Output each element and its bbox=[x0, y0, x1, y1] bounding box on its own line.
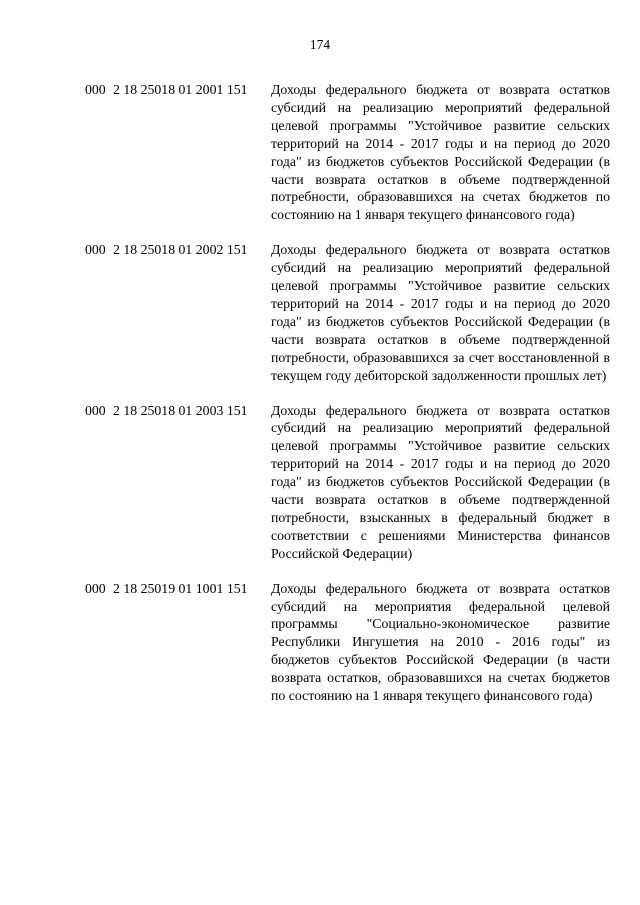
admin-code: 000 bbox=[85, 402, 106, 418]
income-code: 2 18 25019 01 1001 151 bbox=[113, 580, 248, 596]
admin-code: 000 bbox=[85, 580, 106, 596]
income-description: Доходы федерального бюджета от возврата остатков субсидий на реализацию мероприятий федеральной целевой программы "Устойчивое развитие сельских территорий на 2014 - 2017 годы и на период до 2020 года" из бюджетов субъектов Российской Федерации (в части возврата остатков в объеме подтвержденной потребности, образовавшихся за счет восстановленной в текущем году дебиторской задолженности прошлых лет) bbox=[271, 242, 610, 383]
admin-code: 000 bbox=[85, 82, 106, 97]
page-number: 174 bbox=[309, 37, 331, 52]
income-description: Доходы федерального бюджета от возврата остатков субсидий на реализацию мероприятий федеральной целевой программы "Устойчивое развитие сельских территорий на 2014 - 2017 годы и на период до 2020 года" из бюджетов субъектов Российской Федерации (в части возврата остатков в объеме подтвержденной потребности, взысканных в федеральный бюджет в соответствии с решениями Министерства финансов Российской Федерации) bbox=[271, 402, 610, 561]
income-code: 2 18 25018 01 2003 151 bbox=[113, 402, 248, 418]
admin-code: 000 bbox=[85, 242, 106, 258]
income-code: 2 18 25018 01 2001 151 bbox=[113, 82, 248, 97]
income-description: Доходы федерального бюджета от возврата остатков субсидий на реализацию мероприятий федеральной целевой программы "Устойчивое развитие сельских территорий на 2014 - 2017 годы и на период до 2020 года" из бюджетов субъектов Российской Федерации (в части возврата остатков в объеме подтвержденной потребности, образовавшихся на счетах бюджетов по состоянию на 1 января текущего финансового года) bbox=[271, 82, 610, 223]
income-code-entry bbox=[85, 81, 610, 224]
income-code-entry bbox=[85, 580, 610, 705]
income-code-entry bbox=[85, 402, 610, 563]
income-code: 2 18 25018 01 2002 151 bbox=[113, 242, 248, 258]
income-description: Доходы федерального бюджета от возврата остатков субсидий на мероприятия федеральной целевой программы "Социально-экономическое развитие Республики Ингушетия на 2010 - 2016 годы" из бюджетов субъектов Российской Федерации (в части возврата остатков, образовавшихся на счетах бюджетов по состоянию на 1 января текущего финансового года) bbox=[271, 580, 610, 704]
income-code-entry bbox=[85, 241, 610, 384]
income-code-list bbox=[85, 81, 610, 722]
